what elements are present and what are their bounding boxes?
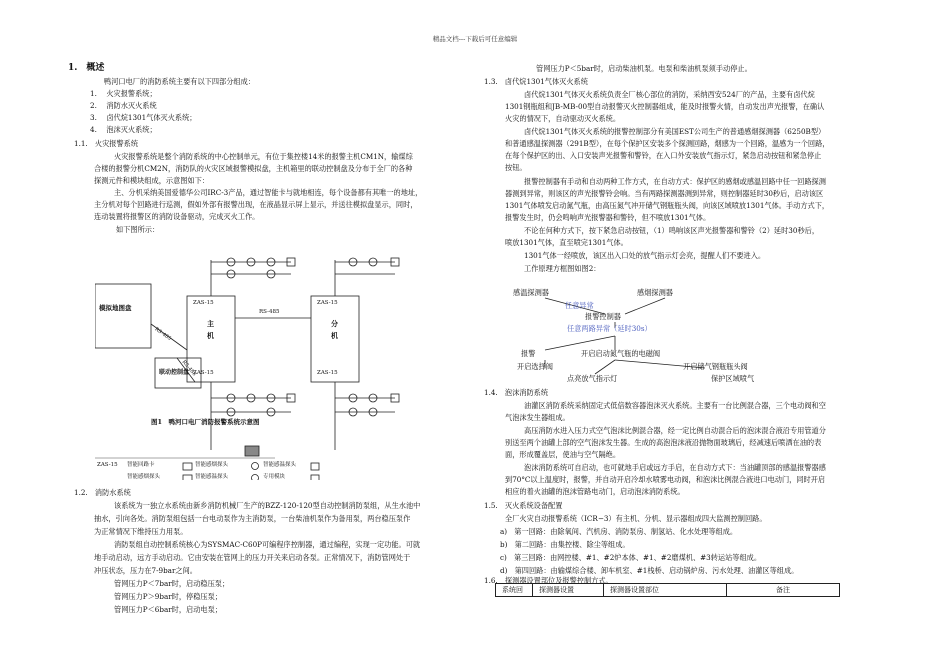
paragraph-line: 在每个保护区的出、入口安装声光报警和警铃，在入口外安装放气指示灯，紧急启动按钮和紧急停止: [505, 151, 822, 160]
overview-intro: 鸭河口电厂的消防系统主要有以下四部分组成：: [104, 77, 255, 86]
paragraph-line: 连动装置将报警区的消防设备驱动，完成灭火工作。: [94, 212, 260, 221]
rs485-link-label: RS-485: [180, 359, 198, 378]
overview-item: 2. 消防水灭火系统: [90, 101, 157, 110]
paragraph-line: 高压消防水进入压力式空气泡沫比例混合器，经一定比例自动混合后的泡沫混合液沿专用管道分: [524, 426, 826, 435]
flow-condition: 任意两路异常（延时30s）: [567, 324, 652, 333]
section-title-foam: 1.4. 泡沫消防系统: [484, 388, 549, 397]
flow-node: 报警控制器: [585, 312, 621, 321]
paragraph-line: 报警发生时，仍会鸣响声光报警器和警铃，但不喷放1301气体。: [505, 213, 711, 222]
paragraph-line: 探测元件和模块组成，示意图如下：: [94, 176, 210, 185]
list-item: b) 第二回路：由集控楼、除尘等组成。: [500, 540, 630, 549]
paragraph-line: 火灾报警系统是整个消防系统的中心控制单元，有位于集控楼14米的报警主机CM1N，输煤综: [114, 152, 413, 161]
figure-caption: 图1 鸭河口电厂消防报警系统示意图: [151, 418, 260, 426]
paragraph-line: 面，形成覆盖层，使油与空气隔绝。: [505, 450, 621, 459]
paragraph-line: 泡沫消防系统可自启动，也可就地手启或远方手启，在自动方式下：当油罐顶部的感温报警器感: [524, 463, 826, 472]
overview-item: 1. 火灾报警系统；: [90, 89, 157, 98]
paragraph-line: 主、分机采纳美国爱德华公司IRC-3产品，通过智能卡与就地相连，每个设备都有其唯一的地址，: [114, 188, 423, 197]
section-title-water: 1.2. 消防水系统: [74, 488, 131, 497]
flow-node: 开启选择阀: [517, 362, 553, 371]
paragraph-line: 卤代烷1301气体灭火系统负责全厂核心部位的消防，采纳西安524厂的产品，主要有卤代烷: [524, 90, 815, 99]
flow-node: 保护区域喷气: [711, 374, 755, 383]
flow-node: 开启储气钢瓶瓶头阀: [683, 362, 748, 371]
paragraph-line: 1301气体一经喷放，该区出入口处的放气指示灯会亮，提醒人们不要进入。: [524, 251, 766, 260]
flow-node: 感烟探测器: [637, 288, 673, 297]
legend-label: 智能感烟探头: [195, 462, 229, 468]
rs485-link-label: RS-485: [153, 326, 173, 342]
paragraph-line: 管网压力P＞9bar时，停稳压泵；: [114, 592, 222, 601]
list-item: a) 第一回路：由除氧间、汽机房、消防泵房、制氢站、化水处理等组成。: [500, 527, 738, 536]
flow-lines: [505, 284, 805, 392]
paragraph-line: 抽水，引向各处。消防泵组包括一台电动泵作为主消防泵，一台柴油机泵作为备用泵，两台稳压泵作: [94, 514, 411, 523]
paragraph-line: 1301气体喷发启动氮气瓶，由高压氮气冲开储气钢瓶瓶头阀，向该区域喷放1301气体。手动方式下，: [505, 201, 830, 210]
paragraph-line: 别送至两个油罐上部的空气泡沫发生器。生成的高泡泡沫液沿抛物面玻璃后，经减速后喷洒在油的表: [505, 438, 822, 447]
paragraph-line: 冲压状态，压力在7-9bar之间。: [94, 566, 197, 575]
legend-label: 专用模块: [263, 474, 286, 480]
section-title-config: 1.5. 灭火系统设备配置: [484, 501, 563, 510]
overview-item: 3. 卤代烷1301气体灭火系统；: [90, 113, 197, 122]
fire-alarm-diagram: [95, 240, 405, 480]
halon-flow-diagram: [505, 284, 805, 392]
page-header: 精品文档---下载后可任意编辑: [432, 35, 518, 43]
sub-card-label: ZAS-15: [317, 300, 338, 306]
section-title-halon: 1.3. 卤代烷1301气体灭火系统: [484, 77, 588, 86]
paragraph-line: 如下图所示：: [116, 225, 160, 234]
legend-label: 智能回路卡: [127, 462, 155, 468]
analog-map-panel: 模拟地图盘: [99, 304, 132, 312]
detector-table: [495, 583, 840, 597]
paragraph-line: 按钮。: [505, 163, 527, 172]
paragraph-line: 火灾的情况下，自动驱动灭火系统。: [505, 114, 621, 123]
flow-node: 感温探测器: [513, 288, 549, 297]
section-title-overview: 1. 概述: [68, 63, 105, 73]
paragraph-line: 喷放1301气体，直至喷完1301气体。: [505, 238, 628, 247]
paragraph-line: 器测到异常，则该区的声光报警铃会响。当有两路探测器测到异常，则控制器延时30秒后，启动该区: [505, 189, 824, 198]
paragraph-line: 消防泵组自动控制系统核心为SYSMAC-C60P可编程序控制器，通过编程，实现一定功能。可就: [114, 540, 421, 549]
flow-node: 报警: [521, 349, 536, 358]
paragraph-line: 卤代烷1301气体灭火系统的报警控制部分有美国EST公司生产的普通感烟探测器（6250B型）: [524, 127, 826, 136]
paragraph-line: 主分机对每个回路进行巡测，假如外部有报警出现，在液晶显示屏上显示，并送往模拟盘显示，同时，: [94, 200, 418, 209]
host-unit: 主 机: [207, 319, 214, 340]
list-item: d) 第四回路：由输煤综合楼、卸车机室、#1栈桥、启动锅炉房、污水处理、油灌区等组成。: [500, 566, 799, 575]
flow-node: 点亮放气指示灯: [567, 374, 618, 383]
host-card-label: ZAS-15: [193, 370, 214, 376]
table-header-cell: 系统回: [496, 584, 533, 597]
legend-label: 智能感温探头: [195, 474, 229, 480]
linkage-control-panel: 联动控制盘: [159, 369, 190, 376]
flow-condition: 任意异常: [565, 301, 594, 310]
paragraph-line: 管网压力P＜6bar时，启动电泵；: [114, 605, 222, 614]
table-header-cell: 探测器设置部位: [604, 584, 727, 597]
rs485-link-label: RS-485: [259, 309, 280, 315]
paragraph-line: 报警控制器有手动和自动两种工作方式，在自动方式：保护区的感烟或感温回路中任一回路探测: [524, 177, 826, 186]
legend-symbol: ZAS-15: [97, 462, 118, 468]
host-card-label: ZAS-15: [193, 300, 214, 306]
table-header-cell: 备注: [727, 584, 840, 597]
paragraph-line: 合楼的报警分机CM2N，消防队的火灾区域报警模拟盘，主机箱里的联动控制盘及分布于全厂的各种: [94, 164, 413, 173]
legend-label: 智能感温探头: [263, 462, 297, 468]
table-row: [496, 584, 840, 597]
paragraph-line: 和普通感温探测器（291B型），在每个保护区安装多个探测回路，烟感为一个回路，温感为一个回路，: [505, 139, 830, 148]
paragraph-line: 1301钢瓶组和JB-MB-00型自动报警灭火控制器组成，能及时报警火情，自动发出声光报警，在确认: [505, 102, 825, 111]
paragraph-line: 工作原理方框图如图2：: [524, 264, 601, 273]
flow-node: 开启启动氮气瓶的电磁阀: [581, 349, 661, 358]
paragraph-line: 全厂火灾自动报警系统（ICR−3）有主机、分机、显示器组成四大监测控制回路。: [505, 514, 767, 523]
legend-label: 智能感烟探头: [127, 474, 161, 480]
paragraph-line: 为正常情况下维持压力用泵。: [94, 527, 188, 536]
paragraph-line: 该系统为一独立水系统由新乡消防机械厂生产的BZZ-120-120型自动控制消防泵组，从生水池中: [114, 501, 421, 510]
table-header-cell: 探测器设置: [533, 584, 604, 597]
overview-item: 4. 泡沫灭火系统；: [90, 125, 157, 134]
sub-card-label: ZAS-15: [317, 370, 338, 376]
sub-unit: 分 机: [331, 319, 338, 340]
diagram-lines: [95, 240, 405, 480]
paragraph-line: 地手动启动，远方手动启动。它由安装在管网上的压力开关来启动各泵。正常情况下，消防管网处于: [94, 553, 411, 562]
paragraph-line: 油灌区消防系统采纳固定式低倍数容器泡沫灭火系统。主要有一台比例混合器，三个电动阀和空: [524, 401, 826, 410]
section-title-fire-alarm: 1.1. 火灾报警系统: [74, 139, 139, 148]
paragraph-line: 不论在何种方式下，按下紧急启动按钮，（1）鸣响该区声光报警器和警铃（2）延时30秒后，: [524, 226, 820, 235]
paragraph-line: 相应的着火油罐的泡沫管路电动门，启动泡沫消防系统。: [505, 487, 685, 496]
section-title-detectors: 1.6. 探测器设置部位及报警控制方式。: [484, 576, 613, 585]
paragraph-line: 气泡沫发生器组成。: [505, 413, 570, 422]
list-item: c) 第三回路：由网控楼、#1、#2炉本体、#1、#2磨煤机、#3转运站等组成。: [500, 553, 762, 562]
paragraph-line: 到70°C以上温度时，报警，并自动开启冷却水喷雾电动阀，和泡沫比例混合液进口电动门，同时开启: [505, 475, 826, 484]
paragraph-line: 管网压力P＜5bar时，启动柴油机泵。电泵和柴油机泵须手动停止。: [536, 64, 752, 73]
paragraph-line: 管网压力P＜7bar时，启动稳压泵；: [114, 579, 230, 588]
